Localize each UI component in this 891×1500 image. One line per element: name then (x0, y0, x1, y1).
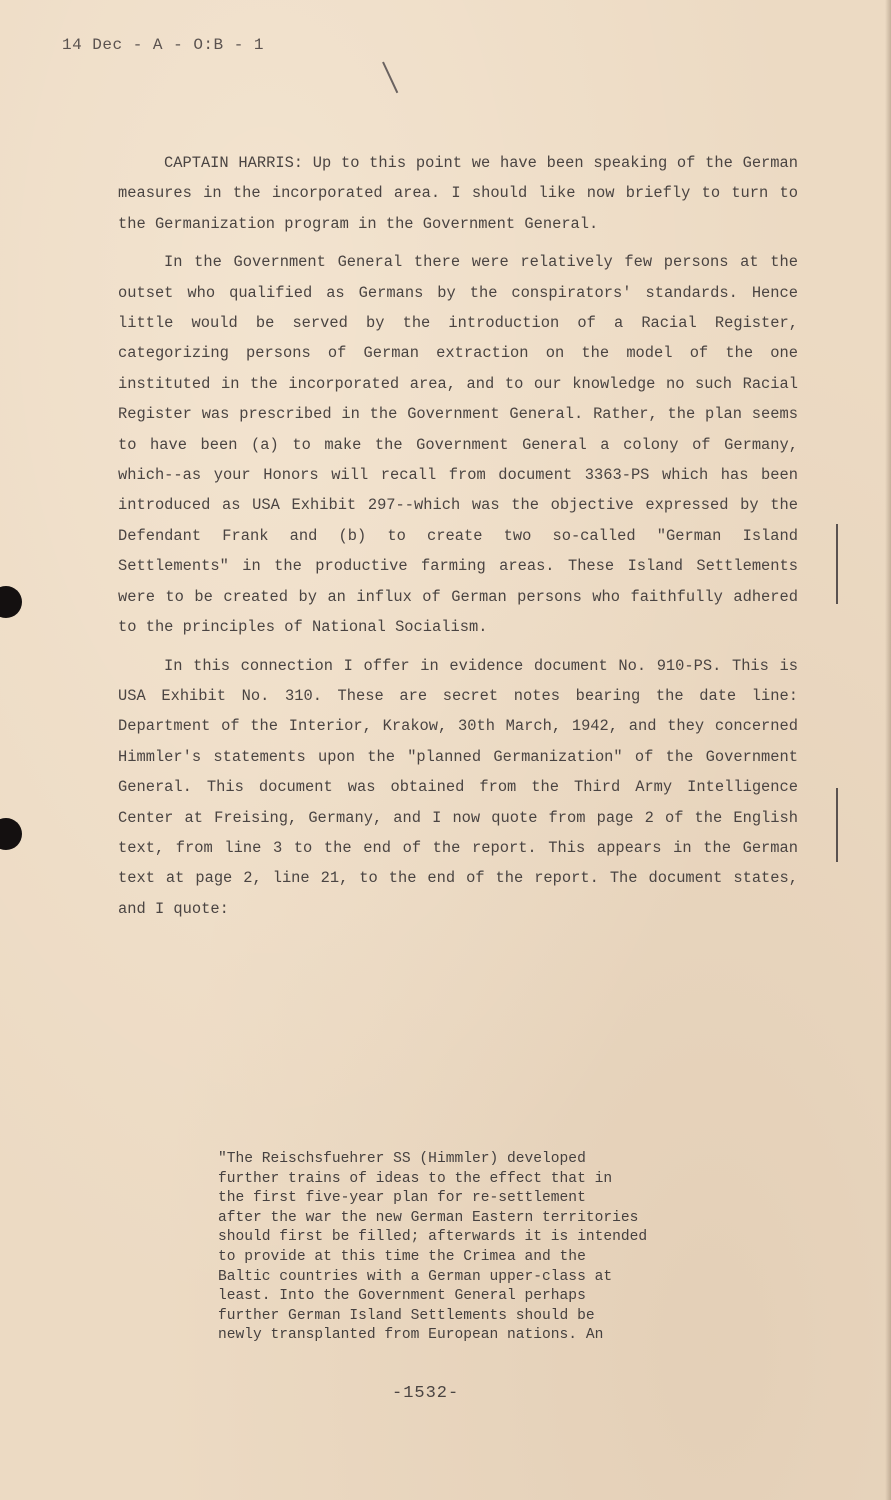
quote-line: should first be filled; afterwards it is intended (218, 1229, 648, 1246)
pen-mark (382, 62, 398, 94)
page-edge-shadow (885, 0, 891, 1500)
quote-line: least. Into the Government General perhaps (218, 1288, 586, 1305)
quoted-passage (218, 1150, 698, 1346)
quote-line: further German Island Settlements should be (218, 1307, 595, 1324)
quote-line: to provide at this time the Crimea and the (218, 1248, 586, 1265)
punch-hole (0, 586, 22, 618)
paragraph: In this connection I offer in evidence document No. 910-PS. This is USA Exhibit No. 310. These are secret notes bearing the date line: Department of the Interior, Krakow, 30th March, 1942, and they concerned Himmler's statements upon the "planned Germanization" of the Government General. This document was obtained from the Third Army Intelligence Center at Freising, Germany, and I now quote from page 2 of the English text, from line 3 to the end of the report. This appears in the German text at page 2, line 21, to the end of the report. The document states, and I quote: (118, 656, 798, 918)
quote-line: further trains of ideas to the effect that in (218, 1170, 613, 1187)
punch-hole (0, 818, 22, 850)
paragraph: In the Government General there were relatively few persons at the outset who qualified as Germans by the conspirators' standards. Hence little would be served by the introduction of a Racial Register, categorizing persons of German extraction on the model of the one instituted in the incorporated area, and to our knowledge no such Racial Register was prescribed in the Government General. Rather, the plan seems to have been (a) to make the Government General a colony of Germany, which--as your Honors will recall from document 3363-PS which has been introduced as USA Exhibit 297--which was the objective expressed by the Defendant Frank and (b) to create two so-called "German Island Settlements" in the productive farming areas. These Island Settlements were to be created by an influx of German persons who faithfully adhered to the principles of National Socialism. (118, 253, 798, 637)
document-reference: 14 Dec - A - O:B - 1 (62, 36, 265, 54)
margin-mark (836, 524, 838, 604)
quote-line: the first five-year plan for re-settlement (218, 1190, 586, 1207)
quote-line: Baltic countries with a German upper-class at (218, 1268, 613, 1285)
quote-line: newly transplanted from European nations. An (218, 1327, 604, 1344)
paragraph: CAPTAIN HARRIS: Up to this point we have been speaking of the German measures in the incorporated area. I should like now briefly to turn to the Germanization program in the Government General. (118, 154, 798, 233)
quote-line: "The Reischsfuehrer SS (Himmler) developed (218, 1151, 586, 1167)
page-number: -1532- (392, 1384, 460, 1403)
margin-mark (836, 788, 838, 862)
transcript-body (118, 148, 798, 932)
quote-line: after the war the new German Eastern territories (218, 1209, 639, 1226)
